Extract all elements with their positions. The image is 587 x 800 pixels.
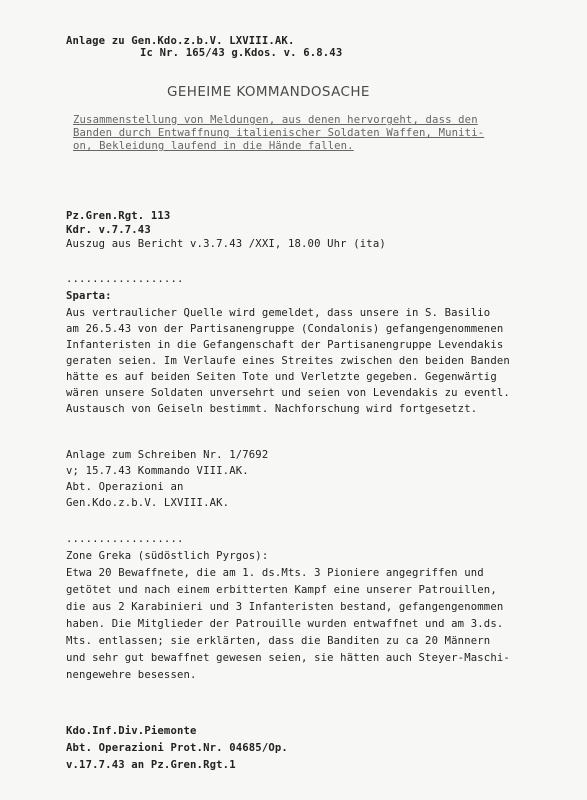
body-line: getötet und nach einem erbitterten Kampf eine unserer Patrouillen,	[66, 584, 497, 596]
body-line: nengewehre besessen.	[66, 669, 197, 681]
body-line: am 26.5.43 von der Partisanengruppe (Condalonis) gefangengenommenen	[66, 323, 504, 335]
reference-line: Abt. Operazioni an	[66, 481, 184, 493]
body-line: geraten seien. Im Verlaufe eines Streites zwischen den beiden Banden	[66, 355, 510, 367]
summary-line: Banden durch Entwaffnung italienischer Soldaten Waffen, Muniti-	[73, 127, 485, 139]
body-line: Aus vertraulicher Quelle wird gemeldet, dass unsere in S. Basilio	[66, 307, 491, 319]
summary-line: Zusammenstellung von Meldungen, aus denen hervorgeht, dass den	[73, 114, 478, 126]
reference-line: Abt. Operazioni Prot.Nr. 04685/Op.	[66, 742, 288, 754]
dotted-separator: ..................	[66, 273, 184, 285]
reference-line: v.17.7.43 an Pz.Gren.Rgt.1	[66, 759, 236, 771]
secret-stamp: GEHEIME KOMMANDOSACHE	[167, 84, 370, 100]
dotted-separator: ..................	[66, 533, 184, 545]
body-line: haben. Die Mitglieder der Patrouille wurden entwaffnet und am 3.ds.	[66, 618, 504, 630]
reference-line: Anlage zum Schreiben Nr. 1/7692	[66, 449, 269, 461]
reference-line: v; 15.7.43 Kommando VIII.AK.	[66, 465, 249, 477]
body-line: die aus 2 Karabinieri und 3 Infanteristen bestand, gefangengenommen	[66, 601, 504, 613]
body-line: Austausch von Geiseln bestimmt. Nachforschung wird fortgesetzt.	[66, 403, 478, 415]
reference-line: Gen.Kdo.z.b.V. LXVIII.AK.	[66, 497, 230, 509]
kdr-line: Kdr. v.7.7.43	[66, 224, 151, 236]
header-line-1: Anlage zu Gen.Kdo.z.b.V. LXVIII.AK.	[66, 35, 295, 47]
body-line: Infanteristen in die Gefangenschaft der Partisanengruppe Levendakis	[66, 339, 504, 351]
body-line: wären unsere Soldaten unversehrt und seien von Levendakis zu eventl.	[66, 387, 510, 399]
body-line: und sehr gut bewaffnet gewesen seien, sie hätten auch Steyer-Maschi-	[66, 652, 510, 664]
summary-line: on, Bekleidung laufend in die Hände fallen.	[73, 140, 354, 152]
place-heading: Sparta:	[66, 290, 112, 302]
header-line-2: Ic Nr. 165/43 g.Kdos. v. 6.8.43	[140, 47, 343, 59]
body-line: Mts. entlassen; sie erklärten, dass die Banditen zu ca 20 Männern	[66, 635, 491, 647]
reference-line: Kdo.Inf.Div.Piemonte	[66, 725, 197, 737]
extract-line: Auszug aus Bericht v.3.7.43 /XXI, 18.00 Uhr (ita)	[66, 238, 386, 250]
body-line: hätte es auf beiden Seiten Tote und Verletzte gegeben. Gegenwärtig	[66, 371, 497, 383]
body-line: Etwa 20 Bewaffnete, die am 1. ds.Mts. 3 Pioniere angegriffen und	[66, 567, 484, 579]
unit-line: Pz.Gren.Rgt. 113	[66, 210, 171, 222]
place-heading: Zone Greka (südöstlich Pyrgos):	[66, 550, 269, 562]
